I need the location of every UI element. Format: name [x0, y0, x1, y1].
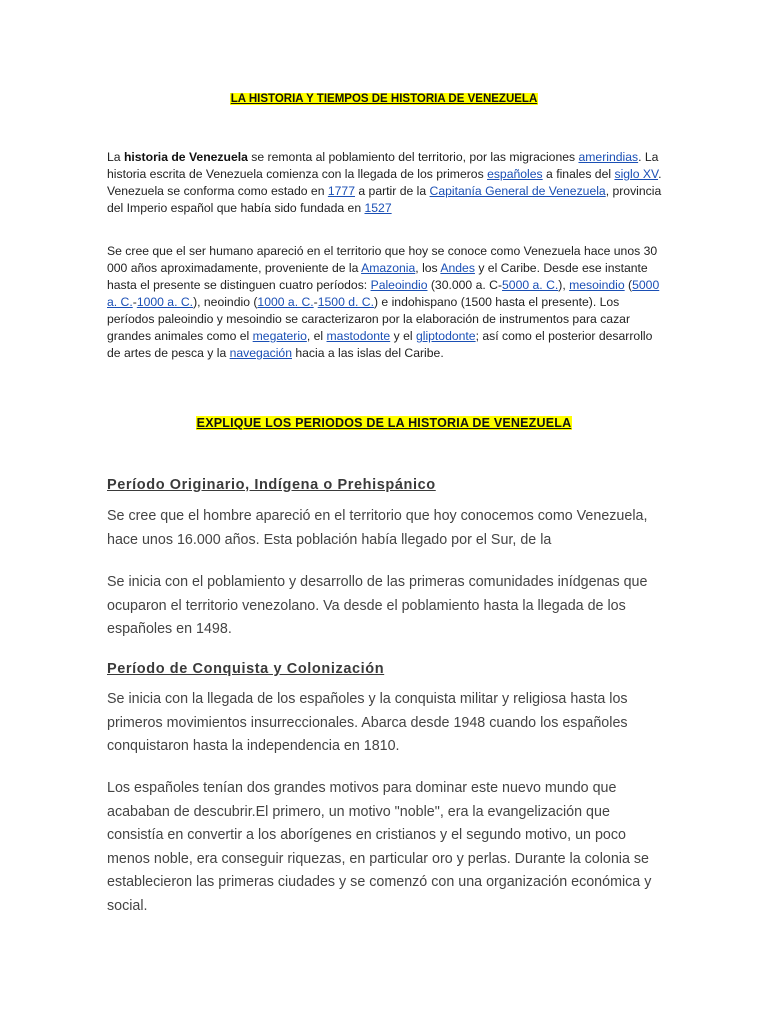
text: ), neoindio (: [193, 295, 258, 309]
text: La: [107, 150, 124, 164]
paragraph-originario-2: Se inicia con el poblamiento y desarrollo de las primeras comunidades inídgenas que ocuparon el territorio venezolano. Va desde el poblamiento hasta la llegada de los españoles en 1498.: [107, 574, 648, 637]
link-paleoindio[interactable]: Paleoindio: [370, 278, 428, 292]
text: y el: [390, 329, 416, 343]
text: y el Caribe. Desde ese instante hasta el presente se distinguen cuatro períodos:: [107, 261, 648, 292]
link-1000-ac[interactable]: 1000 a. C.: [136, 295, 194, 309]
link-navegacion[interactable]: navegación: [229, 346, 292, 360]
link-mastodonte[interactable]: mastodonte: [326, 329, 391, 343]
text: . La historia escrita de Venezuela comienza con la llegada de los primeros: [107, 150, 659, 181]
section-question-title-text: EXPLIQUE LOS PERIODOS DE LA HISTORIA DE VENEZUELA: [196, 416, 572, 430]
link-capitania-general[interactable]: Capitanía General de Venezuela: [429, 184, 606, 198]
text: (: [624, 278, 633, 292]
link-mesoindio[interactable]: mesoindio: [569, 278, 625, 292]
text: a partir de la: [355, 184, 430, 198]
text: ),: [558, 278, 570, 292]
text: se remonta al poblamiento del territorio, por las migraciones: [247, 150, 579, 164]
text: , los: [415, 261, 441, 275]
text: , el: [306, 329, 327, 343]
text: a finales del: [542, 167, 615, 181]
link-megaterio[interactable]: megaterio: [252, 329, 307, 343]
link-1000-ac-2[interactable]: 1000 a. C.: [257, 295, 314, 309]
text: ; así como el posterior desarrollo de artes de pesca y la: [107, 329, 653, 360]
text: , provincia del Imperio español que había sido fundada en: [107, 184, 662, 215]
link-amazonia[interactable]: Amazonia: [361, 261, 416, 275]
document-title: [0, 93, 768, 105]
heading-periodo-conquista: Período de Conquista y Colonización: [107, 661, 385, 677]
text: hacia a las islas del Caribe.: [291, 346, 444, 360]
link-1777[interactable]: 1777: [327, 184, 355, 198]
link-andes[interactable]: Andes: [440, 261, 475, 275]
paragraph-conquista-2: Los españoles tenían dos grandes motivos para dominar este nuevo mundo que acababan de descubrir.El primero, un motivo "noble", era la evangelización que consistía en convertir a los aborígenes en cristianos y el segundo motivo, un poco menos noble, era conseguir riquezas, en particular oro y perlas. Durante la colonia se establecieron las primeras ciudades y se comenzó con una organización económica y social.: [107, 780, 652, 914]
intro-paragraph: [107, 149, 663, 217]
link-siglo-xv[interactable]: siglo XV: [614, 167, 659, 181]
text: -: [313, 295, 318, 309]
text: -: [132, 295, 137, 309]
link-amerindias[interactable]: amerindias: [578, 150, 639, 164]
link-1500-dc[interactable]: 1500 d. C.: [317, 295, 374, 309]
link-5000-ac-2[interactable]: 5000 a. C.: [107, 278, 660, 309]
text: Se cree que el ser humano apareció en el territorio que hoy se conoce como Venezuela hace unos 30 000 años aproximadamente, proveniente de la: [107, 244, 658, 275]
bold-term: historia de Venezuela: [123, 150, 248, 164]
link-espanoles[interactable]: españoles: [487, 167, 543, 181]
periods-paragraph: [107, 243, 663, 362]
text: (30.000 a. C-: [427, 278, 503, 292]
heading-periodo-originario: Período Originario, Indígena o Prehispánico: [107, 477, 436, 493]
text: ) e indohispano (1500 hasta el presente). Los períodos paleoindio y mesoindio se caracterizaron por la elaboración de instrumentos para cazar grandes animales como el: [107, 295, 631, 343]
text: . Venezuela se conforma como estado en: [107, 167, 662, 198]
paragraph-conquista-1: Se inicia con la llegada de los españoles y la conquista militar y religiosa hasta los primeros movimientos insurreccionales. Abarca desde 1948 cuando los españoles conquistaron hasta la independencia en 1810.: [107, 691, 628, 754]
document-title-text: LA HISTORIA Y TIEMPOS DE HISTORIA DE VENEZUELA: [230, 93, 538, 105]
section-question-title: [0, 416, 768, 430]
link-gliptodonte[interactable]: gliptodonte: [415, 329, 476, 343]
link-1527[interactable]: 1527: [364, 201, 392, 215]
paragraph-originario-1: Se cree que el hombre apareció en el territorio que hoy conocemos como Venezuela, hace unos 16.000 años. Esta población había llegado por el Sur, de la: [107, 508, 648, 548]
link-5000-ac[interactable]: 5000 a. C.: [502, 278, 559, 292]
